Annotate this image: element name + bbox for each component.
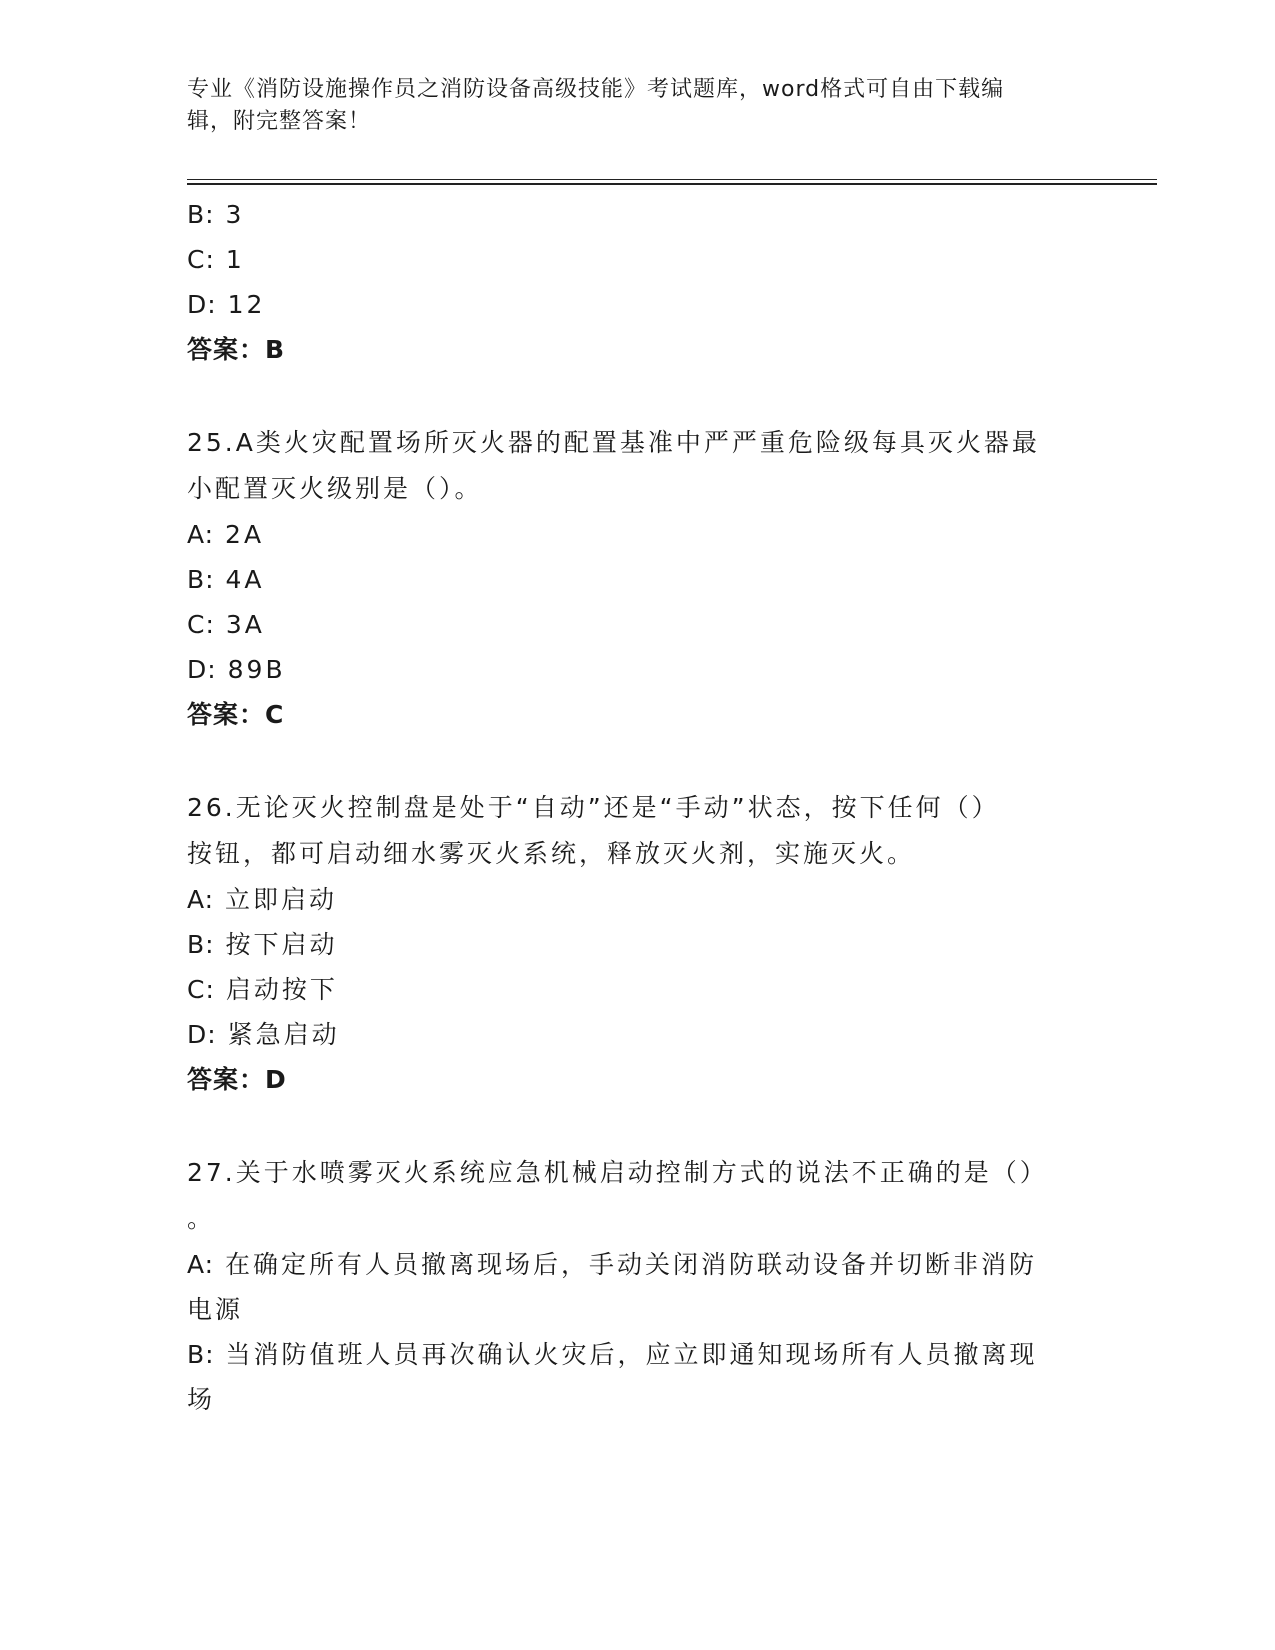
option-d: D: 紧急启动: [187, 1020, 340, 1049]
question-25: [187, 420, 1087, 738]
option-b: B: 按下启动: [187, 930, 338, 959]
option-b: B: 3: [187, 200, 245, 229]
option-a: A: 在确定所有人员撤离现场后，手动关闭消防联动设备并切断非消防: [187, 1250, 1038, 1279]
answer-line: 答案：D: [187, 1065, 287, 1094]
option-b-continuation: 场: [187, 1385, 216, 1414]
option-b: B: 4A: [187, 565, 265, 594]
header-divider: [187, 179, 1157, 185]
previous-question-tail: [187, 192, 1087, 373]
option-c: C: 3A: [187, 610, 265, 639]
header-line-1: 专业《消防设施操作员之消防设备高级技能》考试题库，word格式可自由下载编: [187, 77, 1005, 102]
option-a: A: 立即启动: [187, 885, 338, 914]
question-stem-line: 。: [187, 1204, 216, 1233]
question-27: [187, 1150, 1087, 1422]
question-spacer: [187, 1103, 1087, 1150]
answer-line: 答案：C: [187, 700, 285, 729]
question-stem-line: 小配置灭火级别是（）。: [187, 474, 483, 503]
answer-line: 答案：B: [187, 335, 286, 364]
document-header: [187, 74, 1087, 138]
option-a-continuation: 电源: [187, 1295, 244, 1324]
question-spacer: [187, 738, 1087, 785]
option-c: C: 1: [187, 245, 245, 274]
document-body: [187, 192, 1087, 1422]
option-a: A: 2A: [187, 520, 265, 549]
option-b: B: 当消防值班人员再次确认火灾后，应立即通知现场所有人员撤离现: [187, 1340, 1038, 1369]
option-c: C: 启动按下: [187, 975, 338, 1004]
question-stem-line: 26.无论灭火控制盘是处于“自动”还是“手动”状态，按下任何（）: [187, 793, 1000, 822]
header-line-2: 辑，附完整答案！: [187, 109, 372, 134]
option-d: D: 89B: [187, 655, 286, 684]
option-d: D: 12: [187, 290, 266, 319]
question-stem-line: 按钮，都可启动细水雾灭火系统，释放灭火剂，实施灭火。: [187, 839, 916, 868]
question-stem-line: 27.关于水喷雾灭火系统应急机械启动控制方式的说法不正确的是（）: [187, 1158, 1048, 1187]
question-26: [187, 785, 1087, 1103]
question-stem-line: 25.A类火灾配置场所灭火器的配置基准中严严重危险级每具灭火器最: [187, 428, 1040, 457]
question-spacer: [187, 373, 1087, 420]
